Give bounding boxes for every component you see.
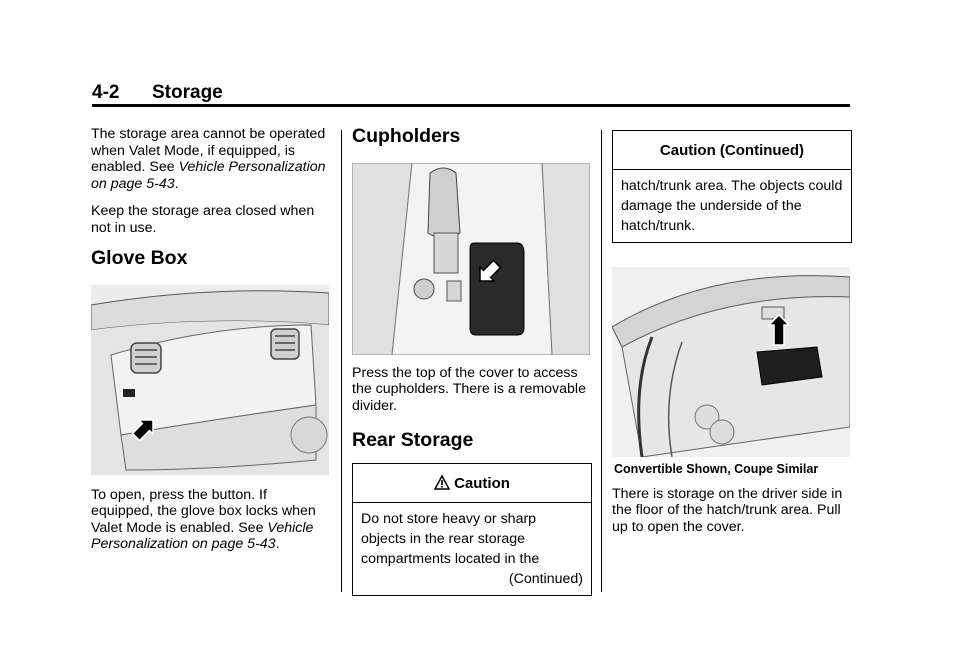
caution-continued-body: hatch/trunk area. The objects could damage the underside of the hatch/trunk.: [621, 178, 843, 234]
keep-closed-paragraph: Keep the storage area closed when not in use.: [91, 203, 315, 236]
column-2: [352, 125, 592, 596]
trunk-storage-illustration: [612, 267, 850, 457]
continued-label: (Continued): [508, 570, 583, 587]
column-1: [91, 126, 331, 564]
column-3: [612, 130, 852, 546]
glove-box-heading: Glove Box: [91, 247, 188, 269]
glove-box-illustration: [91, 285, 329, 475]
rear-storage-heading: Rear Storage: [352, 429, 474, 451]
caution-box: [352, 463, 592, 596]
cupholders-illustration: [352, 163, 590, 355]
page-number: 4-2: [92, 82, 120, 103]
caution-body: Do not store heavy or sharp objects in the rear storage compartments located in the (Continued): [361, 510, 583, 587]
glove-box-paragraph: To open, press the button. If equipped, the glove box locks when Valet Mode is enabled. See Vehicle Personalization on page 5-43.: [91, 486, 316, 552]
personalization-link[interactable]: Vehicle Personalization on page 5-43: [91, 159, 326, 192]
caution-title: Caution: [353, 464, 591, 503]
header-rule: [92, 104, 850, 107]
warning-triangle-icon: [434, 475, 450, 490]
column-divider-1: [341, 130, 342, 592]
column-divider-2: [601, 130, 602, 592]
cupholders-paragraph: Press the top of the cover to access the cupholders. There is a removable divider.: [352, 364, 586, 414]
section-title: Storage: [152, 82, 223, 103]
page-header: [92, 82, 223, 104]
image-caption: Convertible Shown, Coupe Similar: [614, 462, 819, 476]
personalization-link-2[interactable]: Vehicle Personalization on page 5-43: [91, 519, 314, 552]
caution-continued-title: Caution (Continued): [613, 131, 851, 170]
storage-valet-paragraph: The storage area cannot be operated when Valet Mode, if equipped, is enabled. See Vehicle Personalization on page 5-43.: [91, 126, 326, 192]
caution-continued-box: [612, 130, 852, 243]
trunk-storage-paragraph: There is storage on the driver side in the floor of the hatch/trunk area. Pull up to open the cover.: [612, 485, 843, 535]
cupholders-heading: Cupholders: [352, 125, 461, 147]
